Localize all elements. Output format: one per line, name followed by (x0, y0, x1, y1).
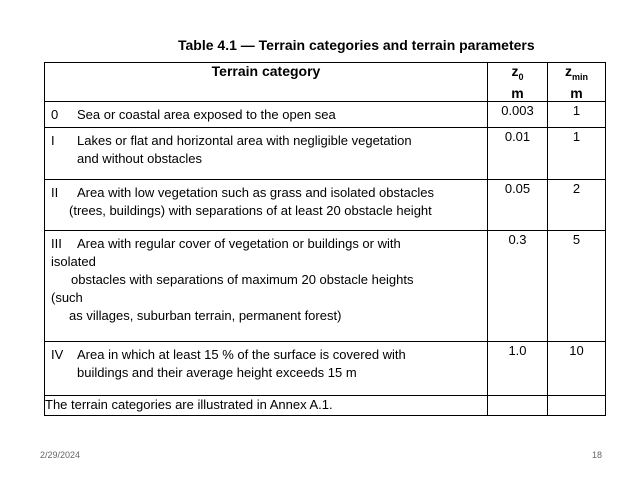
header-z0 (488, 63, 548, 102)
zmin-value: 1 (548, 102, 606, 128)
table-row (45, 102, 606, 128)
category-cell (45, 342, 488, 396)
header-terrain-category: Terrain category (45, 63, 488, 102)
z0-value: 0.05 (488, 180, 548, 231)
category-number: IV (51, 347, 64, 362)
header-z0-symbol: z (511, 63, 519, 79)
zmin-value: 1 (548, 128, 606, 180)
header-z0-subscript: 0 (518, 71, 524, 82)
header-zmin-subscript: min (571, 71, 588, 82)
description-line: (trees, buildings) with separations of at least 20 obstacle height (69, 203, 432, 218)
description-line: as villages, suburban terrain, permanent forest) (69, 308, 342, 323)
category-description (77, 132, 483, 168)
description-line: buildings and their average height exceeds 15 m (77, 365, 357, 380)
table-header-row (45, 63, 606, 102)
zmin-value: 2 (548, 180, 606, 231)
z0-value: 0.3 (488, 231, 548, 342)
category-number: I (51, 133, 55, 148)
z0-value: 1.0 (488, 342, 548, 396)
table-title: Table 4.1 — Terrain categories and terrain parameters (178, 37, 535, 53)
description-line: Area in which at least 15 % of the surface is covered with (77, 347, 406, 362)
header-zmin-symbol: z (564, 63, 572, 79)
category-number: 0 (51, 107, 59, 122)
zmin-value: 5 (548, 231, 606, 342)
category-description: Sea or coastal area exposed to the open sea (77, 107, 336, 122)
header-z0-unit: m (511, 84, 524, 101)
zmin-value: 10 (548, 342, 606, 396)
empty-cell (488, 396, 548, 416)
description-line: (such (51, 290, 83, 305)
header-zmin (548, 63, 606, 102)
description-line: Area with regular cover of vegetation or buildings or with (77, 236, 401, 251)
footer-page-number: 18 (592, 450, 603, 460)
table-note: The terrain categories are illustrated in Annex A.1. (45, 396, 488, 416)
category-description (45, 231, 487, 325)
description-line: Area with low vegetation such as grass and isolated obstacles (77, 185, 434, 200)
footer-date: 2/29/2024 (40, 450, 81, 460)
category-number: III (51, 236, 62, 251)
terrain-table (44, 62, 606, 416)
table-row (45, 128, 606, 180)
z0-value: 0.003 (488, 102, 548, 128)
table-note-row (45, 396, 606, 416)
category-cell (45, 231, 488, 342)
category-cell (45, 128, 488, 180)
category-cell (45, 180, 488, 231)
table-row (45, 342, 606, 396)
category-description (77, 346, 483, 382)
description-line: obstacles with separations of maximum 20 obstacle heights (71, 272, 414, 287)
z0-value: 0.01 (488, 128, 548, 180)
table-row (45, 180, 606, 231)
empty-cell (548, 396, 606, 416)
description-line: Lakes or flat and horizontal area with negligible vegetation (77, 133, 412, 148)
description-line: isolated (51, 254, 96, 269)
category-cell (45, 102, 488, 128)
table-row (45, 231, 606, 342)
category-number: II (51, 185, 59, 200)
header-zmin-unit: m (570, 84, 583, 101)
category-description (69, 184, 483, 220)
description-line: and without obstacles (77, 151, 203, 166)
